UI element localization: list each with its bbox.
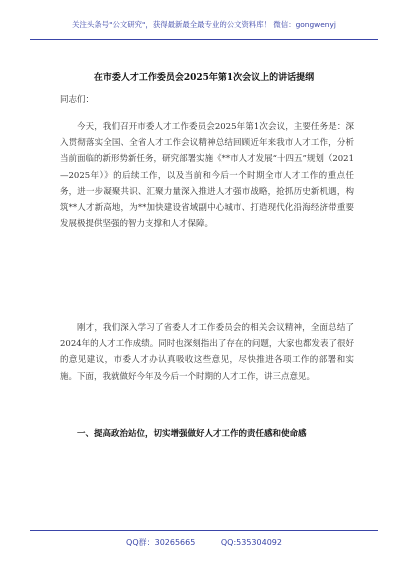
greeting: 同志们： [60,95,95,105]
footer-divider [30,530,378,531]
footer-contact [0,538,408,548]
footer-qq: QQ:535304092 [220,538,282,547]
footer-qq-group: QQ群：30265665 [126,538,196,547]
paragraph-intro: 今天，我们召开市委人才工作委员会2025年第1次会议，主要任务是：深入贯彻落实全国、全省人才工作会议精神总结回顾近年来我市人才工作，分析当前面临的新形势新任务，研究部署实施《**市人才发展“十四五”规划（2021—2025年）》的后续工作，以及当前和今后一个时期全市人才工作的重点任务，进一步凝聚共识、汇聚力量深入推进人才强市战略，抢抓历史新机遇，构筑**人才新高地，为**加快建设省域副中心城市、打造现代化沿海经济带重要发展极提供坚强的智力支撑和人才保障。 [60,122,354,230]
document-title: 在市委人才工作委员会2025年第1次会议上的讲话提纲 [93,73,315,83]
header-notice: 关注头条号"公文研究"，获得最新最全最专业的公文资料库！ 微信：gongwenyj [72,20,336,29]
header-divider [30,39,378,40]
paragraph-review: 刚才，我们深入学习了省委人才工作委员会的相关会议精神，全面总结了2024年的人才工作成绩。同时也深刻指出了存在的问题，大家也都发表了很好的意见建议，市委人才办认真吸收这些意见，尽快推进各项工作的部署和实施。下面，我就做好今年及今后一个时期的人才工作，讲三点意见。 [60,323,354,382]
section-heading: 一、提高政治站位，切实增强做好人才工作的责任感和使命感 [77,429,307,439]
